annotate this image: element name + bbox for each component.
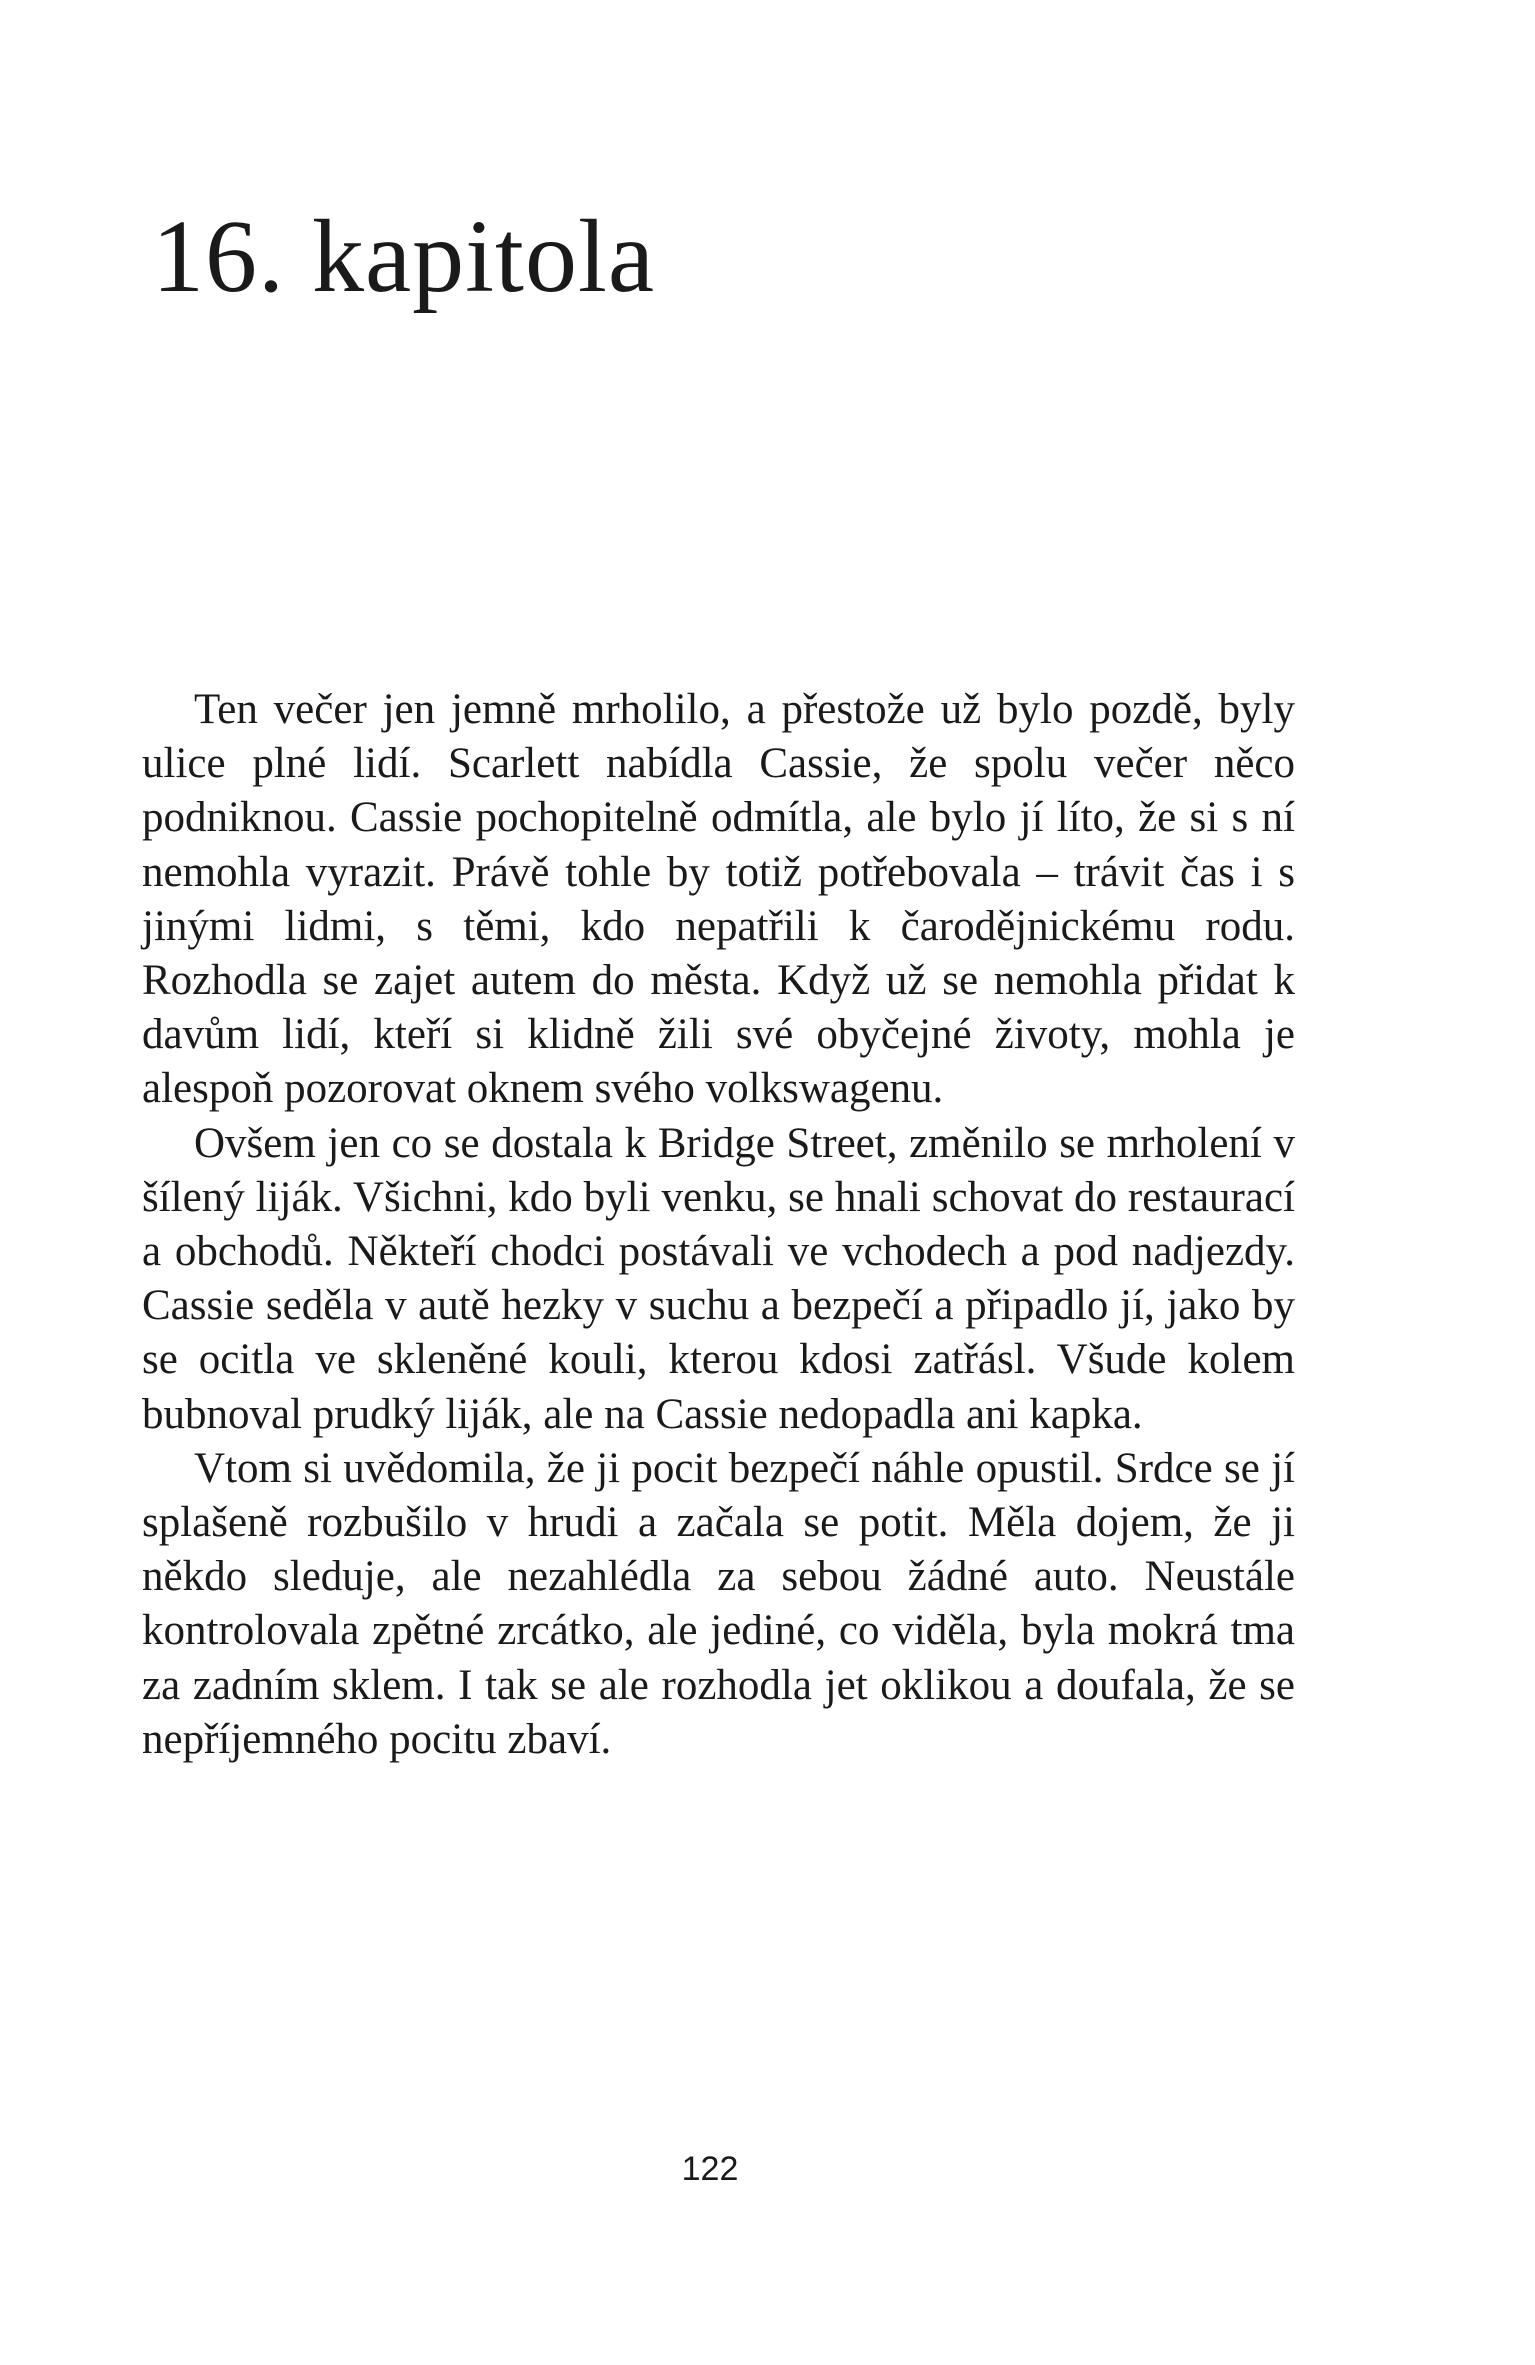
chapter-title: 16. kapitola bbox=[152, 199, 656, 314]
paragraph: Vtom si uvědomila, že ji pocit bezpečí náhle opustil. Srdce se jí splašeně rozbušilo v hrudi a začala se potit. Měla dojem, že ji někdo sleduje, ale nezahlédla za sebou žádné auto. Neustále kontrolovala zpětné zrcátko, ale jediné, co viděla, byla mokrá tma za zadním sklem. I tak se ale rozhodla jet oklikou a doufala, že se nepříjemného pocitu zbaví. bbox=[142, 1444, 1295, 1763]
page-number: 122 bbox=[681, 2150, 739, 2188]
chapter-body bbox=[142, 683, 1295, 1767]
paragraph: Ovšem jen co se dostala k Bridge Street, změnilo se mrholení v šílený liják. Všichni, kdo byli venku, se hnali schovat do restaurací a obchodů. Někteří chodci postávali ve vchodech a pod nadjezdy. Cassie seděla v autě hezky v suchu a bezpečí a připadlo jí, jako by se ocitla ve skleněné kouli, kterou kdosi zatřásl. Všude kolem bubnoval prudký liják, ale na Cassie nedopadla ani kapka. bbox=[142, 1119, 1295, 1438]
paragraph: Ten večer jen jemně mrholilo, a přestože už bylo pozdě, byly ulice plné lidí. Scarlett nabídla Cassie, že spolu večer něco podniknou. Cassie pochopitelně odmítla, ale bylo jí líto, že si s ní nemohla vyrazit. Právě tohle by totiž potřebovala – trávit čas i s jinými lidmi, s těmi, kdo nepatřili k čarodějnickému rodu. Rozhodla se zajet autem do města. Když už se nemohla přidat k davům lidí, kteří si klidně žili své obyčejné životy, mohla je alespoň pozorovat oknem svého volkswagenu. bbox=[142, 686, 1295, 1113]
